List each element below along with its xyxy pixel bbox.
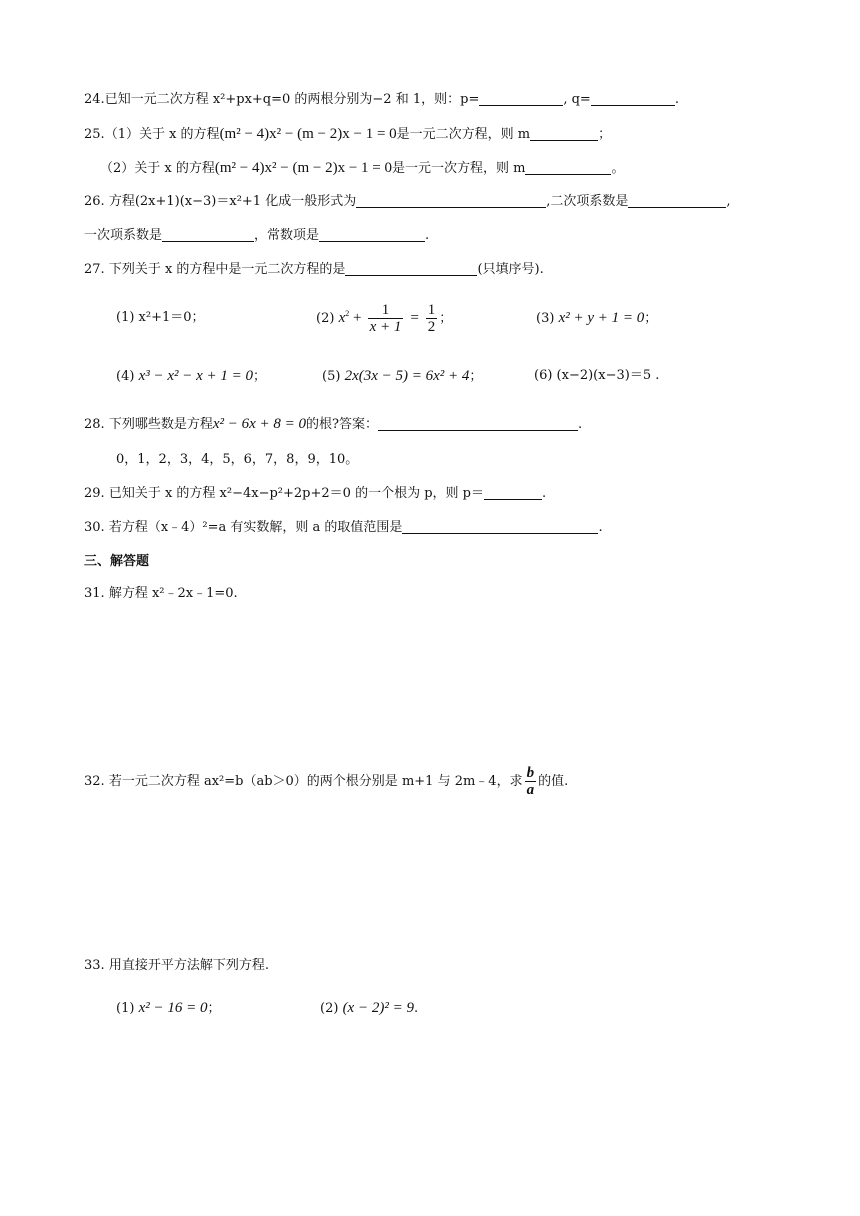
- option-label: (2): [316, 311, 335, 326]
- question-28: [84, 414, 582, 435]
- question-26: [84, 192, 731, 212]
- option-label: (4): [116, 369, 135, 384]
- question-text: .: [425, 228, 430, 243]
- number-list: 0，1，2，3，4，5，6，7，8，9，10。: [116, 452, 359, 467]
- equation: x² − 16 = 0: [138, 1000, 208, 1016]
- question-text: ,二次项系数是: [546, 194, 629, 209]
- answer-blank-linear-coefficient[interactable]: [162, 227, 254, 242]
- option-4: (4) x³ − x² − x + 1 = 0；: [116, 368, 267, 384]
- question-text: ；: [598, 127, 612, 142]
- question-text: .: [578, 417, 583, 432]
- question-text: .: [674, 92, 679, 107]
- fraction-numerator: 1: [368, 302, 404, 319]
- question-text: 解方程 x²﹣2x﹣1=0.: [108, 586, 238, 601]
- answer-blank-range[interactable]: [402, 519, 598, 534]
- question-text: .: [413, 1001, 419, 1016]
- option-2: (2) $x^2$ + $\frac{1}{x + 1}$ = $\frac{1}{2}$ ；: [316, 302, 453, 335]
- equation: x² + y + 1 = 0: [558, 310, 645, 326]
- question-text: 若方程（x﹣4）²=a 有实数解，则 a 的取值范围是: [108, 520, 403, 535]
- fraction-numerator: 1: [427, 302, 436, 318]
- question-number: 26.: [84, 194, 105, 209]
- answer-blank-choices[interactable]: [345, 261, 477, 276]
- option-1: [116, 308, 205, 328]
- question-24: [84, 90, 679, 110]
- option-text: (6) (x−2)(x−3)＝5 .: [534, 368, 660, 383]
- answer-blank-roots[interactable]: [378, 416, 578, 431]
- question-text: 若一元二次方程 ax²=b（ab＞0）的两个根分别是 m+1 与 2m﹣4，求: [108, 774, 523, 789]
- section-heading: 三、解答题: [84, 554, 150, 569]
- question-text: .: [598, 520, 603, 535]
- equation: x³ − x² − x + 1 = 0: [138, 368, 254, 384]
- option-label: (3): [536, 311, 555, 326]
- question-text: 下列关于 x 的方程中是一元二次方程的是: [108, 262, 346, 277]
- question-text: ；: [207, 1001, 221, 1016]
- question-number: 27.: [84, 262, 105, 277]
- question-text: 用直接开平方法解下列方程.: [108, 958, 269, 973]
- question-text: ,: [726, 194, 731, 209]
- question-number: 30.: [84, 520, 105, 535]
- question-text: .: [541, 486, 547, 501]
- question-text: 已知一元二次方程 x²+px+q=0 的两根分别为−2 和 1，则：p=: [104, 92, 480, 107]
- answer-blank-q[interactable]: [591, 91, 675, 106]
- question-text: 是一元一次方程，则 m: [391, 161, 526, 176]
- question-25-part-1: [84, 124, 611, 145]
- answer-blank-p[interactable]: [484, 485, 542, 500]
- answer-blank-quadratic-coefficient[interactable]: [628, 193, 726, 208]
- question-26-line-2: [84, 226, 429, 246]
- question-text: (只填序号).: [477, 262, 544, 277]
- question-number: 33.: [84, 958, 105, 973]
- option-3: (3) x² + y + 1 = 0；: [536, 310, 658, 326]
- question-text: 。: [611, 161, 625, 176]
- option-label: (5): [322, 369, 341, 384]
- question-33: [84, 956, 269, 976]
- question-text: 是一元二次方程，则 m: [396, 127, 531, 142]
- fraction-numerator: b: [526, 765, 535, 781]
- equation: x² − 6x + 8 = 0: [212, 416, 307, 432]
- answer-blank-m-1[interactable]: [530, 126, 598, 141]
- question-text: , q=: [563, 92, 591, 107]
- option-text: (1) x²+1＝0；: [116, 310, 205, 325]
- fraction: [426, 302, 438, 335]
- option-label: (2): [320, 1001, 339, 1016]
- equation: (x − 2)² = 9: [342, 1000, 414, 1016]
- question-number: 25.: [84, 127, 105, 142]
- equation: (m² − 4)x² − (m − 2)x − 1 = 0: [214, 160, 392, 176]
- equation: 2x(3x − 5) = 6x² + 4: [344, 368, 470, 384]
- question-29: [84, 484, 546, 504]
- question-text: 一次项系数是: [84, 228, 163, 243]
- question-text: 已知关于 x 的方程 x²−4x−p²+2p+2＝0 的一个根为 p，则 p＝: [108, 486, 484, 501]
- equation: (m² − 4)x² − (m − 2)x − 1 = 0: [219, 126, 397, 142]
- fraction-b-over-a: [525, 765, 537, 798]
- question-30: [84, 518, 603, 538]
- question-text: （2）关于 x 的方程: [100, 161, 215, 176]
- question-text: ，常数项是: [254, 228, 320, 243]
- sub-question-1: [116, 998, 220, 1019]
- question-text: 下列哪些数是方程: [108, 417, 213, 432]
- question-number: 28.: [84, 417, 105, 432]
- question-number: 29.: [84, 486, 105, 501]
- question-number: 24.: [84, 92, 105, 107]
- question-text: 方程(2x+1)(x−3)＝x²+1 化成一般形式为: [108, 194, 357, 209]
- option-6: [534, 366, 659, 386]
- answer-blank-constant-term[interactable]: [319, 227, 425, 242]
- fraction-denominator: 2: [427, 319, 436, 335]
- question-27: [84, 260, 544, 280]
- answer-blank-p[interactable]: [479, 91, 563, 106]
- fraction: [368, 302, 404, 335]
- option-label: (1): [116, 1001, 135, 1016]
- question-number: 31.: [84, 586, 105, 601]
- option-5: (5) 2x(3x − 5) = 6x² + 4；: [322, 368, 483, 384]
- question-25-part-2: [100, 158, 624, 179]
- question-32: [84, 762, 568, 802]
- fraction-denominator: a: [526, 782, 535, 798]
- question-number: 32.: [84, 774, 105, 789]
- question-text: （1）关于 x 的方程: [104, 127, 220, 142]
- question-31: [84, 584, 238, 604]
- sub-question-2: [320, 998, 418, 1019]
- answer-blank-general-form[interactable]: [356, 193, 546, 208]
- question-text: 的根?答案：: [306, 417, 379, 432]
- answer-blank-m-2[interactable]: [525, 160, 611, 175]
- question-text: 的值.: [538, 774, 569, 789]
- fraction-denominator: x + 1: [369, 319, 402, 335]
- question-28-numbers: [116, 450, 358, 470]
